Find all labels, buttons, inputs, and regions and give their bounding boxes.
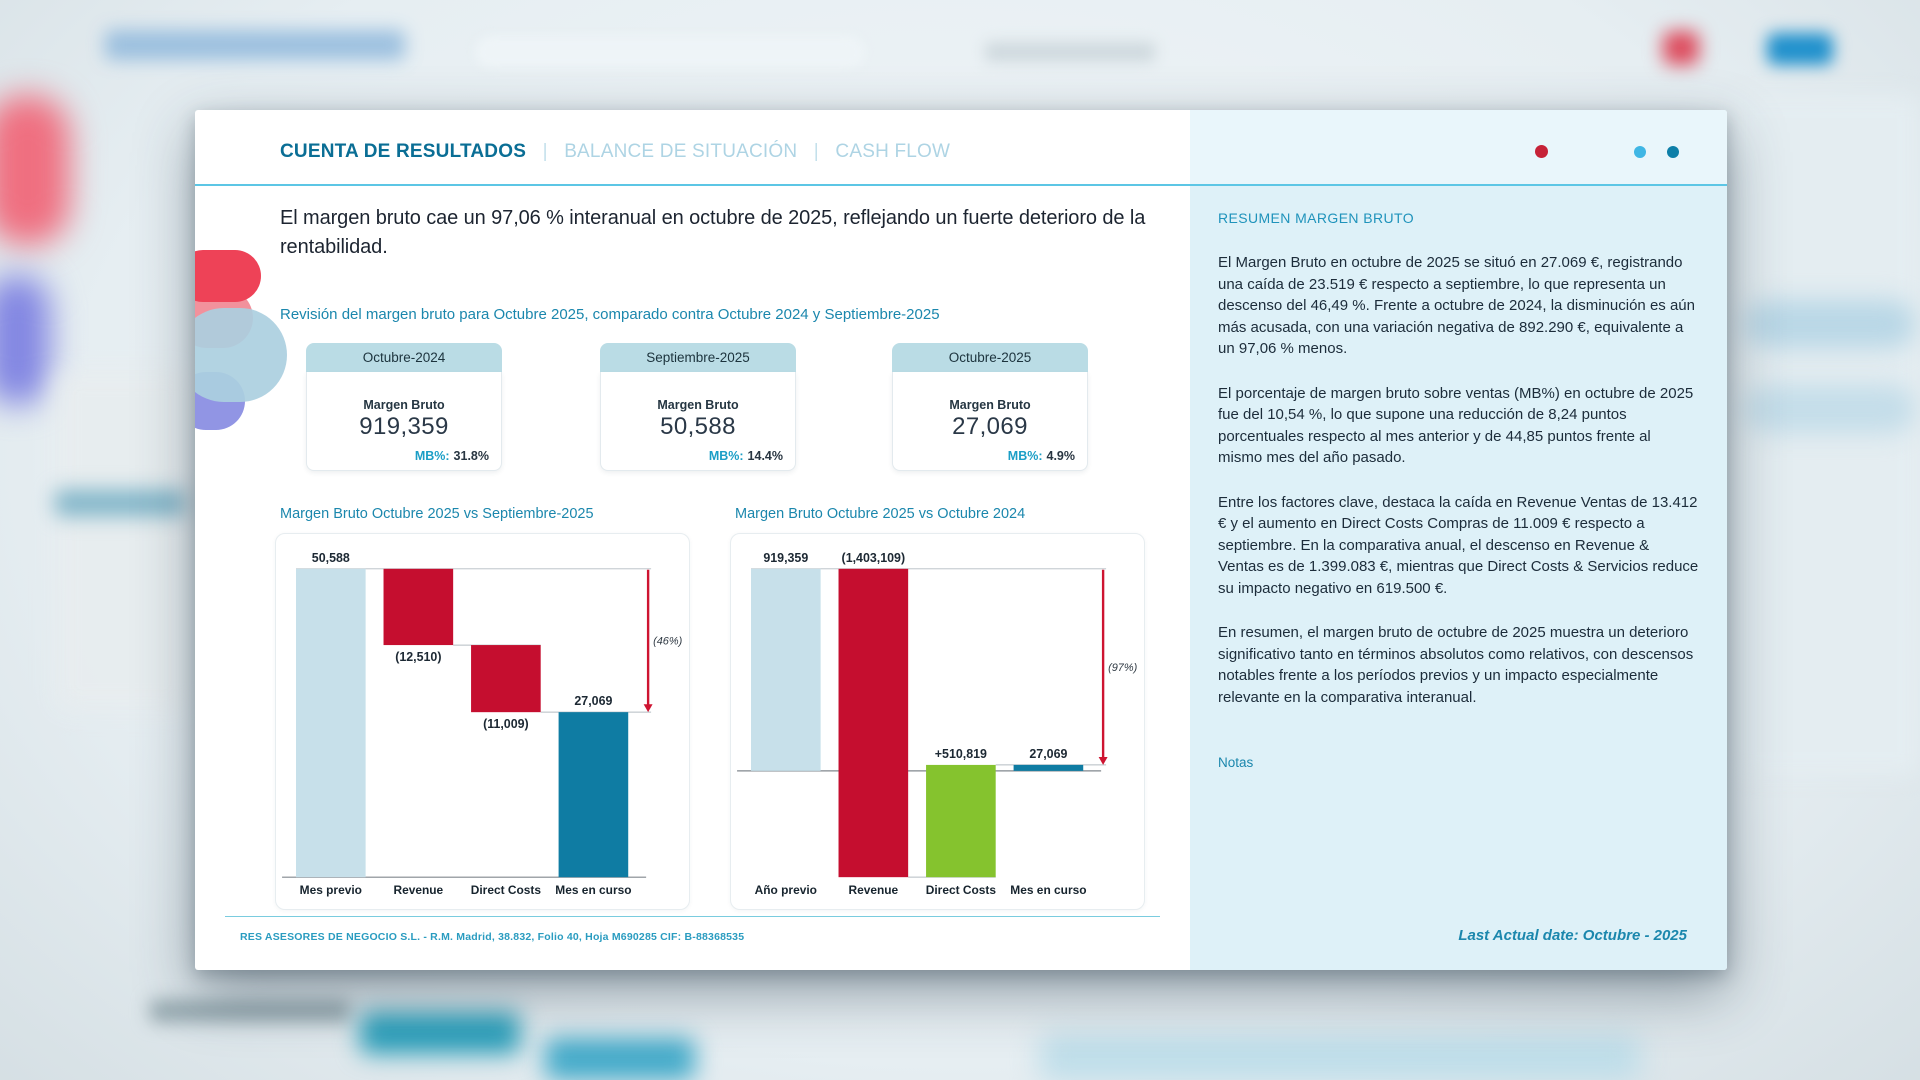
bar-direct-costs — [471, 645, 541, 712]
x-axis-category-label: Direct Costs — [925, 883, 996, 898]
background-blur-bottom-band — [1040, 1035, 1640, 1080]
x-axis-category-label: Revenue — [848, 883, 899, 898]
mb-percent-label: MB%: — [708, 449, 744, 463]
panel-paragraph-4: En resumen, el margen bruto de octubre de 2025 muestra un deterioro significativo tanto en términos absolutos como relativos, con descensos notables frente a los períodos previos y un impacto especialmente relevante en la comparativa interanual. — [1218, 624, 1694, 706]
background-blur-right-panel — [1735, 95, 1920, 775]
logo-shape-blue — [195, 308, 287, 402]
tab-separator: | — [813, 141, 819, 162]
summary-card-septiembre-2025 — [600, 343, 796, 471]
panel-title: RESUMEN MARGEN BRUTO — [1218, 210, 1414, 226]
background-blur-purple-shape — [0, 275, 50, 405]
last-actual-date: Last Actual date: Octubre - 2025 — [1458, 927, 1687, 944]
mb-percent-value: 14.4% — [747, 449, 783, 463]
background-blur-searchbar — [475, 36, 865, 68]
page-title: El margen bruto cae un 97,06 % interanual en octubre de 2025, reflejando un fuerte deterioro de la rentabilidad. — [280, 207, 1146, 258]
summary-card-period: Septiembre-2025 — [600, 343, 796, 372]
metric-value: 27,069 — [952, 413, 1028, 440]
summary-cards-row — [306, 343, 1186, 473]
bar-direct-costs — [926, 765, 996, 877]
bar-revenue — [384, 569, 454, 645]
panel-paragraph-3: Entre los factores clave, destaca la caída en Revenue Ventas de 13.412 € y el aumento en Direct Costs Compras de 11.009 € respecto a septiembre. En la comparativa anual, el descenso en Revenue & Ventas es de 1.399.083 €, mientras que Direct Costs & Servicios reduce su impacto negativo en 619.500 €. — [1218, 493, 1699, 597]
background-blur-bottom-teal-2 — [545, 1038, 695, 1080]
background-blur-left-text — [55, 490, 185, 516]
background-blur-bottom-teal-1 — [360, 1012, 520, 1054]
variation-arrowhead — [644, 704, 653, 712]
background-blur-red-button — [1663, 31, 1699, 65]
tab-separator: | — [542, 141, 548, 162]
bar-mes-en-curso — [1014, 765, 1084, 771]
background-blur-left-panel — [55, 370, 190, 710]
background-blur-right-pill-2 — [1745, 385, 1915, 433]
section-subtitle: Revisión del margen bruto para Octubre 2025, comparado contra Octubre 2024 y Septiembre-2025 — [280, 306, 940, 323]
waterfall-chart-month — [275, 533, 690, 910]
bar-value-label: (12,510) — [395, 649, 442, 664]
metric-label: Margen Bruto — [657, 398, 739, 412]
tab-cuenta-de-resultados[interactable]: CUENTA DE RESULTADOS — [280, 141, 527, 162]
bar-value-label: 27,069 — [574, 694, 613, 709]
panel-paragraphs — [1218, 252, 1699, 731]
tab-cash-flow[interactable]: CASH FLOW — [835, 141, 951, 162]
tab-balance-de-situacion[interactable]: BALANCE DE SITUACIÓN — [564, 141, 798, 162]
waterfall-svg-month — [276, 534, 689, 909]
x-axis-category-label: Año previo — [754, 883, 817, 898]
nav-dot-red[interactable] — [1535, 145, 1548, 158]
nav-dot-cyan[interactable] — [1634, 146, 1646, 158]
metric-value: 919,359 — [359, 413, 449, 440]
report-slide — [195, 110, 1727, 970]
logo-shape-red — [195, 250, 261, 302]
waterfall-chart-title-year: Margen Bruto Octubre 2025 vs Octubre 2024 — [735, 506, 1026, 522]
x-axis-category-label: Revenue — [393, 883, 444, 898]
footer-divider — [225, 916, 1160, 917]
bar-value-label: (1,403,109) — [841, 550, 906, 565]
header-divider-line — [195, 184, 1727, 186]
bar-mes-previo — [296, 569, 366, 877]
mb-percent-value: 31.8% — [453, 449, 489, 463]
bar-value-label: +510,819 — [934, 746, 987, 761]
bar-value-label: (11,009) — [483, 717, 529, 732]
main-content-area — [195, 110, 1190, 970]
background-blur-blue-button — [1767, 33, 1833, 65]
bar-mes-en-curso — [559, 712, 629, 877]
legal-footer: RES ASESORES DE NEGOCIO S.L. - R.M. Madrid, 38.832, Folio 40, Hoja M690285 CIF: B-88368535 — [240, 931, 745, 943]
bar-value-label: 27,069 — [1029, 746, 1068, 761]
variation-arrowhead — [1099, 757, 1108, 765]
metric-label: Margen Bruto — [949, 398, 1031, 412]
nav-dot-teal[interactable] — [1667, 146, 1679, 158]
background-blur-pink-shape — [0, 95, 70, 245]
background-blur-topbar-chip — [985, 42, 1155, 62]
summary-side-panel — [1190, 110, 1727, 970]
summary-card-period: Octubre-2024 — [306, 343, 502, 372]
panel-paragraph-1: El Margen Bruto en octubre de 2025 se situó en 27.069 €, registrando una caída de 23.519 € respecto a septiembre, lo que representa un descenso del 46,49 %. Frente a octubre de 2024, la disminución es aún más acusada, con una variación negativa de 892.290 €, equivalente a un 97,06 % menos. — [1218, 254, 1695, 357]
x-axis-category-label: Mes previo — [299, 883, 362, 898]
background-blur-topbar-title — [105, 30, 405, 60]
variation-percent-label: (46%) — [653, 635, 683, 648]
summary-card-octubre-2025 — [892, 343, 1088, 471]
x-axis-category-label: Mes en curso — [555, 883, 632, 898]
summary-card-octubre-2024 — [306, 343, 502, 471]
waterfall-chart-year — [730, 533, 1145, 910]
summary-card-period: Octubre-2025 — [892, 343, 1088, 372]
mb-percent-value: 4.9% — [1046, 449, 1075, 463]
bar-value-label: 50,588 — [311, 550, 350, 565]
report-tab-bar — [280, 141, 950, 163]
x-axis-category-label: Direct Costs — [470, 883, 541, 898]
variation-percent-label: (97%) — [1108, 661, 1138, 674]
slide-nav-dots — [1190, 145, 1727, 159]
bar-revenue — [839, 569, 909, 877]
background-blur-right-pill-1 — [1745, 300, 1915, 348]
mb-percent-label: MB%: — [1007, 449, 1043, 463]
panel-paragraph-2: El porcentaje de margen bruto sobre ventas (MB%) en octubre de 2025 fue del 10,54 %, lo que supone una reducción de 8,24 puntos porcentuales respecto al mes anterior y de 44,85 puntos frente al mismo mes del año pasado. — [1218, 384, 1694, 466]
bar-value-label: 919,359 — [763, 550, 809, 565]
x-axis-category-label: Mes en curso — [1010, 883, 1087, 898]
metric-value: 50,588 — [660, 413, 736, 440]
waterfall-chart-title-month: Margen Bruto Octubre 2025 vs Septiembre-2025 — [280, 506, 594, 522]
waterfall-svg-year — [731, 534, 1144, 909]
mb-percent-label: MB%: — [414, 449, 450, 463]
notes-link[interactable]: Notas — [1218, 755, 1254, 770]
metric-label: Margen Bruto — [363, 398, 445, 412]
bar-año-previo — [751, 569, 821, 771]
background-blur-bottom-text — [150, 1000, 350, 1022]
